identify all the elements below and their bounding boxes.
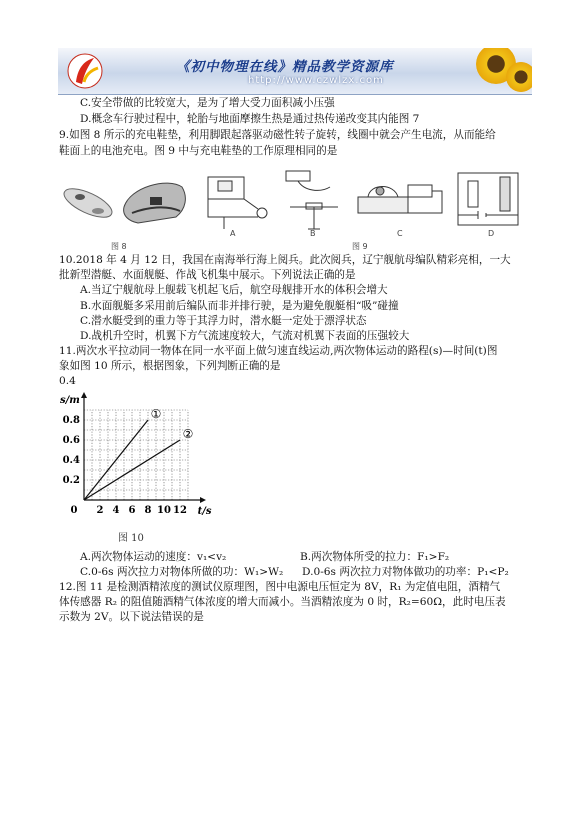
- insole-image: [60, 183, 116, 223]
- figure-9d-image: [458, 173, 518, 225]
- figure-10-caption: 图 10: [118, 533, 144, 544]
- option-text: A.当辽宁舰航母上舰载飞机起飞后，航空母舰排开水的体积会增大: [80, 284, 388, 296]
- figure-9b-image: [286, 171, 338, 229]
- question-text: 象如图 10 所示，根据图象，下列判断正确的是: [59, 360, 281, 372]
- figure-9-option-d: D: [488, 229, 495, 238]
- option-text: C.潜水艇受到的重力等于其浮力时，潜水艇一定处于漂浮状态: [80, 315, 367, 327]
- option-text: B.两次物体所受的拉力：F₁>F₂: [300, 551, 450, 563]
- question-text: 体传感器 R₂ 的阻值随酒精气体浓度的增大而减小。当酒精浓度为 0 时，R₂=60Ω，此时电压表: [59, 596, 506, 608]
- x-tick-label: 10: [157, 505, 171, 516]
- x-axis-arrow: [200, 497, 206, 503]
- banner-url[interactable]: http://www.czwlzx.com: [248, 75, 384, 86]
- shoe-image: [124, 183, 186, 223]
- question-text: 12.图 11 是检测酒精浓度的测试仪原理图，图中电源电压恒定为 8V，R₁ 为定值电阻，酒精气: [59, 581, 501, 593]
- series-label-1: ①: [150, 407, 162, 421]
- sunflower-icon: [506, 62, 532, 92]
- option-text: D.0-6s 两次拉力对物体做功的功率：P₁<P₂: [302, 566, 509, 578]
- option-text: D.概念车行驶过程中，轮胎与地面摩擦生热是通过热传递改变其内能图 7: [80, 113, 420, 125]
- question-text: 11.两次水平拉动同一物体在同一水平面上做匀速直线运动,两次物体运动的路程(s)—时间(t)图: [59, 345, 498, 357]
- y-axis-label: s/m: [60, 395, 80, 406]
- figure-8-caption: 图 8: [111, 242, 127, 251]
- question-text: 示数为 2V。以下说法错误的是: [59, 611, 204, 623]
- y-tick-label: 0.8: [62, 415, 80, 426]
- series-label-2: ②: [182, 427, 194, 441]
- y-tick-label: 0.4: [62, 455, 80, 466]
- figure-9-option-b: B: [310, 229, 316, 238]
- y-tick-label: 0.6: [62, 435, 80, 446]
- option-text: A.两次物体运动的速度：v₁<v₂: [80, 551, 227, 563]
- option-text: C.0-6s 两次拉力对物体所做的功：W₁>W₂: [80, 566, 284, 578]
- figure-10-chart: [58, 388, 218, 523]
- banner-title: 《初中物理在线》精品教学资源库: [176, 59, 394, 75]
- x-tick-label: 4: [112, 505, 120, 516]
- origin-label: 0: [70, 505, 78, 516]
- site-logo-icon: [66, 52, 104, 90]
- y-tick-label: 0.2: [62, 475, 80, 486]
- question-text: 9.如图 8 所示的充电鞋垫，利用脚跟起落驱动磁性转子旋转，线圈中就会产生电流，从而能给: [59, 129, 496, 141]
- figure-9a-image: [208, 177, 267, 229]
- stray-value-text: 0.4: [59, 375, 76, 387]
- figure-9-option-a: A: [230, 229, 236, 238]
- question-text: 鞋面上的电池充电。图 9 中与充电鞋垫的工作原理相同的是: [59, 145, 338, 157]
- x-tick-label: 12: [173, 505, 187, 516]
- option-text: D.战机升空时，机翼下方气流速度较大，气流对机翼下表面的压强较大: [80, 330, 410, 342]
- figure-9-caption: 图 9: [352, 242, 368, 251]
- question-text: 10.2018 年 4 月 12 日，我国在南海举行海上阅兵。此次阅兵，辽宁舰航母编队精彩亮相，一大: [59, 254, 511, 266]
- figure-9-option-c: C: [397, 229, 403, 238]
- option-text: C.安全带做的比较宽大，是为了增大受力面积减小压强: [80, 97, 335, 109]
- x-tick-label: 6: [128, 505, 136, 516]
- question-text: 批新型潜艇、水面舰艇、作战飞机集中展示。下列说法正确的是: [59, 269, 356, 281]
- x-tick-label: 8: [144, 505, 152, 516]
- header-banner: [58, 48, 532, 95]
- x-axis-label: t/s: [197, 506, 212, 517]
- figure-8-9-row: [58, 167, 528, 247]
- x-tick-label: 2: [96, 505, 104, 516]
- y-axis-arrow: [81, 392, 87, 398]
- option-text: B.水面舰艇多采用前后编队而非并排行驶，是为避免舰艇相“吸”碰撞: [80, 300, 399, 312]
- figure-9c-image: [358, 185, 442, 213]
